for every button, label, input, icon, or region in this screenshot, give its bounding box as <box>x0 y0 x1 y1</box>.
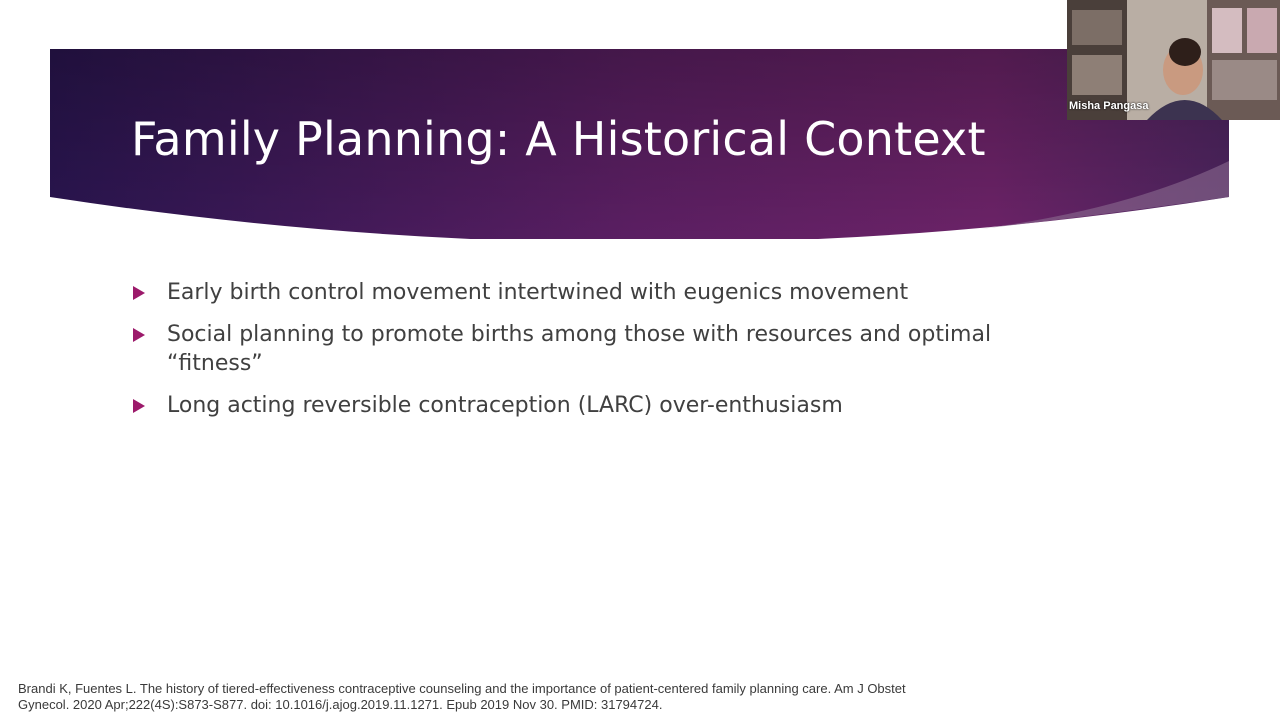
bullet-text: Long acting reversible contraception (LARC) over-enthusiasm <box>167 393 843 418</box>
participant-name: Misha Pangasa <box>1069 100 1149 112</box>
citation: Brandi K, Fuentes L. The history of tiered-effectiveness contraceptive counseling and the importance of patient-centered family planning care. Am J Obstet Gynecol. 2020 Apr;222(4S):S873-S877. doi: 10.1016/j.ajog.2019.11.1271. Epub 2019 Nov 30. PMID: 31794724. <box>18 681 906 712</box>
bullet-arrow-icon <box>133 328 145 342</box>
bullet-list <box>130 278 1060 433</box>
bullet-arrow-icon <box>133 286 145 300</box>
bullet-item <box>130 320 1060 378</box>
bullet-item <box>130 391 1060 420</box>
bullet-text: Social planning to promote births among those with resources and optimal “fitness” <box>167 322 992 376</box>
bullet-arrow-icon <box>133 399 145 413</box>
bullet-item <box>130 278 1060 307</box>
slide-title: Family Planning: A Historical Context <box>131 112 986 166</box>
bullet-text: Early birth control movement intertwined with eugenics movement <box>167 280 909 305</box>
participant-video-tile[interactable] <box>1067 0 1280 120</box>
title-banner <box>50 49 1229 239</box>
